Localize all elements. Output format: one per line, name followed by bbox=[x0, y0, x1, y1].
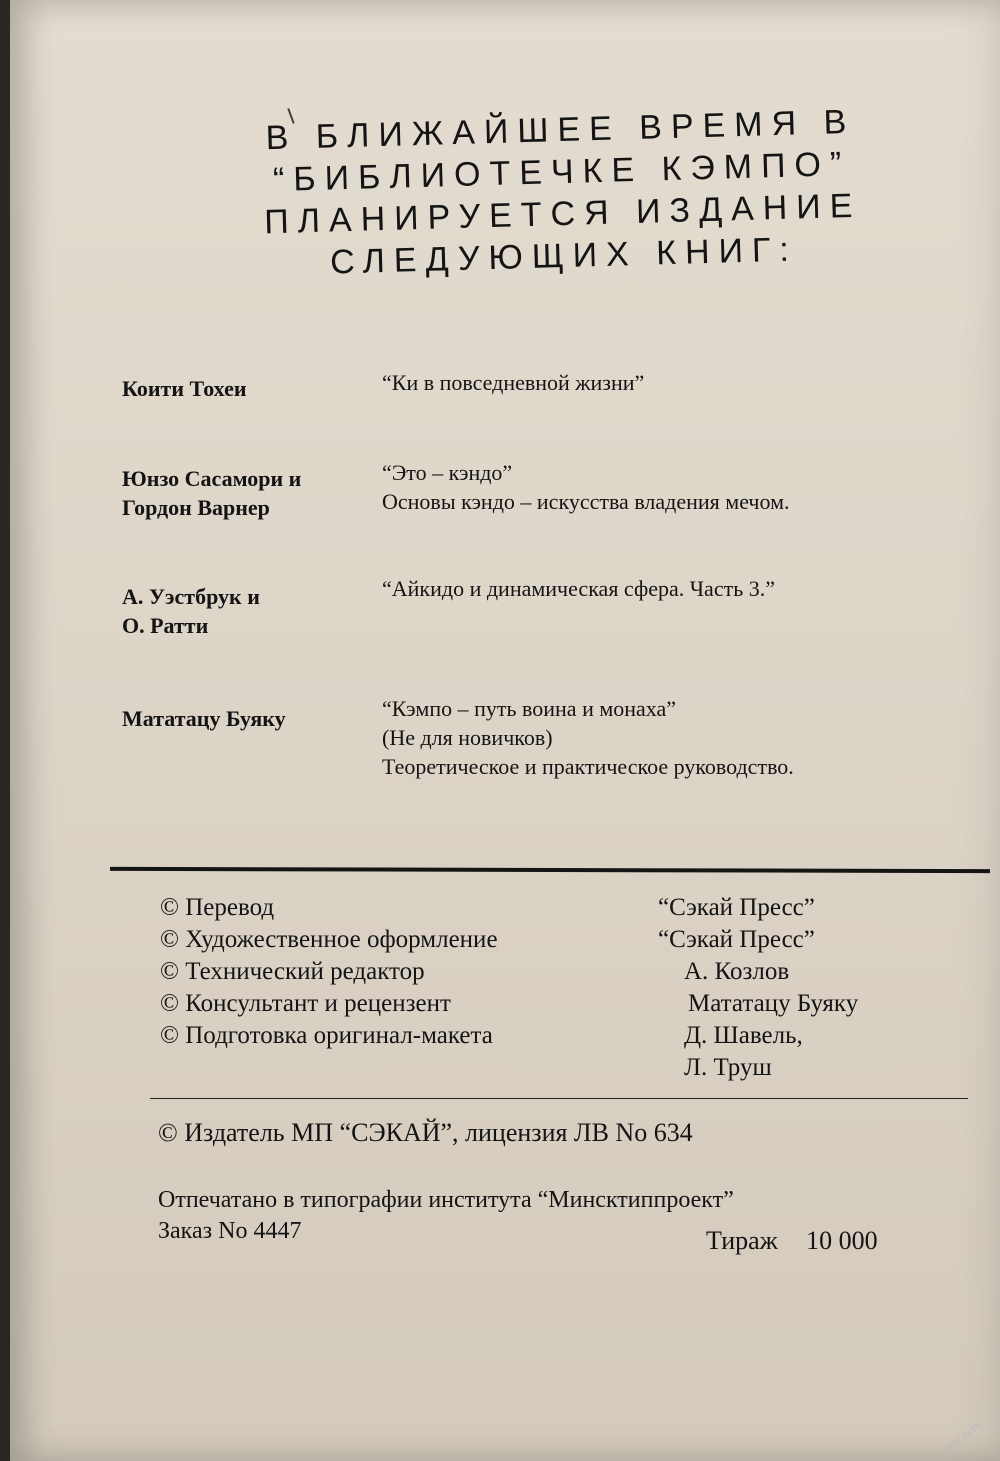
title-line: “Кэмпо – путь воина и монаха” bbox=[382, 696, 677, 721]
print-run bbox=[706, 1226, 878, 1256]
author-line: Коити Тохеи bbox=[122, 376, 247, 401]
credit-name: А. Козлов bbox=[684, 958, 790, 985]
credit-role: © Перевод bbox=[160, 894, 275, 921]
credit-row bbox=[160, 1052, 940, 1084]
book-author bbox=[122, 582, 372, 640]
credit-name: Д. Шавель, bbox=[684, 1022, 803, 1049]
book-author bbox=[122, 374, 372, 403]
title-line: Основы кэндо – искусства владения мечом. bbox=[382, 489, 790, 514]
book-author bbox=[122, 464, 372, 522]
title-line: “Айкидо и динамическая сфера. Часть 3.” bbox=[382, 576, 775, 601]
author-line: А. Уэстбрук и bbox=[122, 584, 260, 609]
credit-row bbox=[160, 988, 940, 1020]
book-title bbox=[382, 574, 1000, 603]
credit-name: Л. Труш bbox=[684, 1054, 772, 1081]
printing-line: Отпечатано в типографии института “Минсктиппроект” bbox=[158, 1187, 734, 1213]
author-line: Юнзо Сасамори и bbox=[122, 466, 302, 491]
announcement-heading bbox=[240, 100, 884, 286]
credit-name: “Сэкай Пресс” bbox=[658, 926, 815, 953]
author-line: О. Ратти bbox=[122, 613, 209, 638]
heading-line: “БИБЛИОТЕЧКЕ КЭМПО” bbox=[272, 144, 851, 200]
credit-role: © Консультант и рецензент bbox=[160, 990, 451, 1017]
watermark-text: www.ay.by bbox=[940, 1419, 984, 1457]
order-number: Заказ No 4447 bbox=[158, 1218, 302, 1244]
heading-line: ПЛАНИРУЕТСЯ ИЗДАНИЕ bbox=[263, 186, 862, 242]
credit-row bbox=[160, 924, 940, 956]
title-line: (Не для новичков) bbox=[382, 725, 553, 750]
print-run-label: Тираж bbox=[706, 1226, 778, 1255]
credit-name: “Сэкай Пресс” bbox=[658, 894, 815, 921]
book-title bbox=[382, 368, 1000, 397]
book-title bbox=[382, 694, 1000, 781]
author-line: Мататацу Буяку bbox=[122, 706, 286, 731]
credit-row bbox=[160, 956, 940, 988]
title-line: “Это – кэндо” bbox=[382, 460, 513, 485]
credit-role: © Подготовка оригинал-макета bbox=[160, 1022, 493, 1049]
heading-line: В БЛИЖАЙШЕЕ ВРЕМЯ В bbox=[265, 102, 856, 158]
credits-list bbox=[160, 892, 940, 1084]
heading-line: СЛЕДУЮЩИХ КНИГ: bbox=[329, 230, 799, 282]
book-page bbox=[10, 0, 1000, 1461]
title-line: Теоретическое и практическое руководство. bbox=[382, 754, 794, 779]
publisher-line: © Издатель МП “СЭКАЙ”, лицензия ЛВ No 634 bbox=[158, 1118, 693, 1147]
book-author bbox=[122, 704, 372, 733]
credit-role: © Технический редактор bbox=[160, 958, 425, 985]
credit-role bbox=[160, 1052, 658, 1084]
credits-divider bbox=[150, 1098, 968, 1099]
print-run-value: 10 000 bbox=[806, 1226, 878, 1255]
credit-role: © Художественное оформление bbox=[160, 926, 498, 953]
author-line: Гордон Варнер bbox=[122, 495, 270, 520]
title-line: “Ки в повседневной жизни” bbox=[382, 370, 645, 395]
credit-name: Мататацу Буяку bbox=[688, 990, 859, 1017]
section-divider bbox=[110, 867, 990, 873]
credit-row bbox=[160, 1020, 940, 1052]
book-title bbox=[382, 458, 1000, 516]
credit-row bbox=[160, 892, 940, 924]
